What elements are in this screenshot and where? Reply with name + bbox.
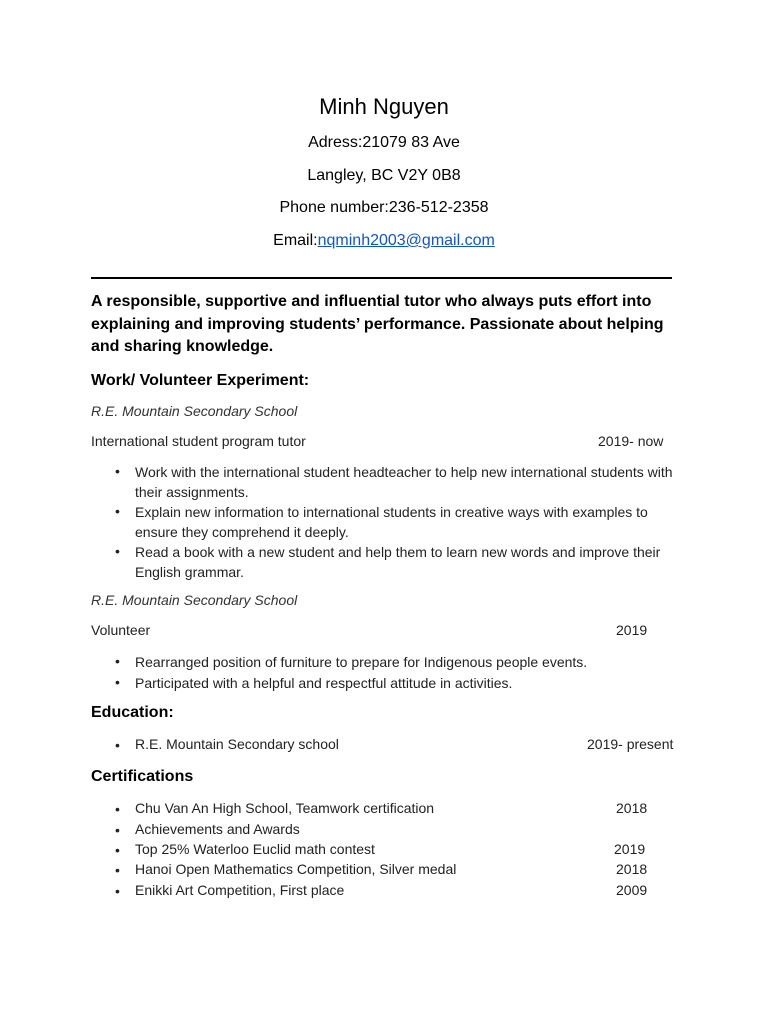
bullet-dot: • bbox=[115, 674, 120, 690]
cert-item-2: Achievements and Awards bbox=[135, 821, 300, 837]
bullet-dot: • bbox=[115, 463, 120, 479]
address-line-2: Langley, BC V2Y 0B8 bbox=[307, 167, 461, 184]
job-2-bullet-1: Rearranged position of furniture to prepare for Indigenous people events. bbox=[135, 654, 588, 670]
email-line bbox=[0, 232, 768, 250]
work-heading: Work/ Volunteer Experiment: bbox=[91, 372, 310, 389]
cert-item-3: Top 25% Waterloo Euclid math contest bbox=[135, 841, 375, 857]
bullet-dot: • bbox=[115, 822, 120, 838]
job-2-dates: 2019 bbox=[616, 622, 648, 638]
certifications-heading: Certifications bbox=[91, 768, 194, 785]
resume-name: Minh Nguyen bbox=[319, 94, 449, 119]
address-line-1: Adress:21079 83 Ave bbox=[308, 134, 460, 151]
bullet-dot: • bbox=[115, 842, 120, 858]
education-item: R.E. Mountain Secondary school bbox=[135, 736, 339, 752]
job-1-school: R.E. Mountain Secondary School bbox=[91, 403, 298, 419]
summary-paragraph: A responsible, supportive and influential tutor who always puts effort into explaining and improving students’ performance. Passionate about helping and sharing knowledge. bbox=[91, 293, 664, 355]
job-1-bullet-3: Read a book with a new student and help them to learn new words and improve their English grammar. bbox=[135, 544, 661, 580]
cert-item-3-date: 2019 bbox=[614, 841, 646, 857]
phone-number: Phone number:236-512-2358 bbox=[279, 199, 489, 216]
education-heading: Education: bbox=[91, 704, 174, 721]
cert-item-1-date: 2018 bbox=[616, 800, 648, 816]
job-2-bullet-2: Participated with a helpful and respectful attitude in activities. bbox=[135, 675, 513, 691]
education-dates: 2019- present bbox=[587, 736, 674, 752]
cert-item-4-date: 2018 bbox=[616, 861, 648, 877]
bullet-dot: • bbox=[115, 862, 120, 878]
job-2-school: R.E. Mountain Secondary School bbox=[91, 592, 298, 608]
cert-item-4: Hanoi Open Mathematics Competition, Silver medal bbox=[135, 861, 457, 877]
email-link[interactable]: nqminh2003@gmail.com bbox=[317, 232, 495, 249]
cert-item-5: Enikki Art Competition, First place bbox=[135, 882, 345, 898]
cert-item-5-date: 2009 bbox=[616, 882, 648, 898]
bullet-dot: • bbox=[115, 737, 120, 753]
header-divider bbox=[91, 277, 672, 279]
bullet-dot: • bbox=[115, 543, 120, 559]
job-1-dates: 2019- now bbox=[598, 433, 664, 449]
bullet-dot: • bbox=[115, 653, 120, 669]
job-1-title: International student program tutor bbox=[91, 433, 306, 449]
email-label: Email: bbox=[273, 232, 318, 249]
cert-item-1: Chu Van An High School, Teamwork certification bbox=[135, 800, 435, 816]
bullet-dot: • bbox=[115, 801, 120, 817]
bullet-dot: • bbox=[115, 503, 120, 519]
job-2-title: Volunteer bbox=[91, 622, 151, 638]
job-1-bullet-1: Work with the international student headteacher to help new international students with their assignments. bbox=[135, 464, 673, 500]
bullet-dot: • bbox=[115, 883, 120, 899]
job-1-bullet-2: Explain new information to international students in creative ways with examples to ensure they comprehend it deeply. bbox=[135, 504, 648, 540]
